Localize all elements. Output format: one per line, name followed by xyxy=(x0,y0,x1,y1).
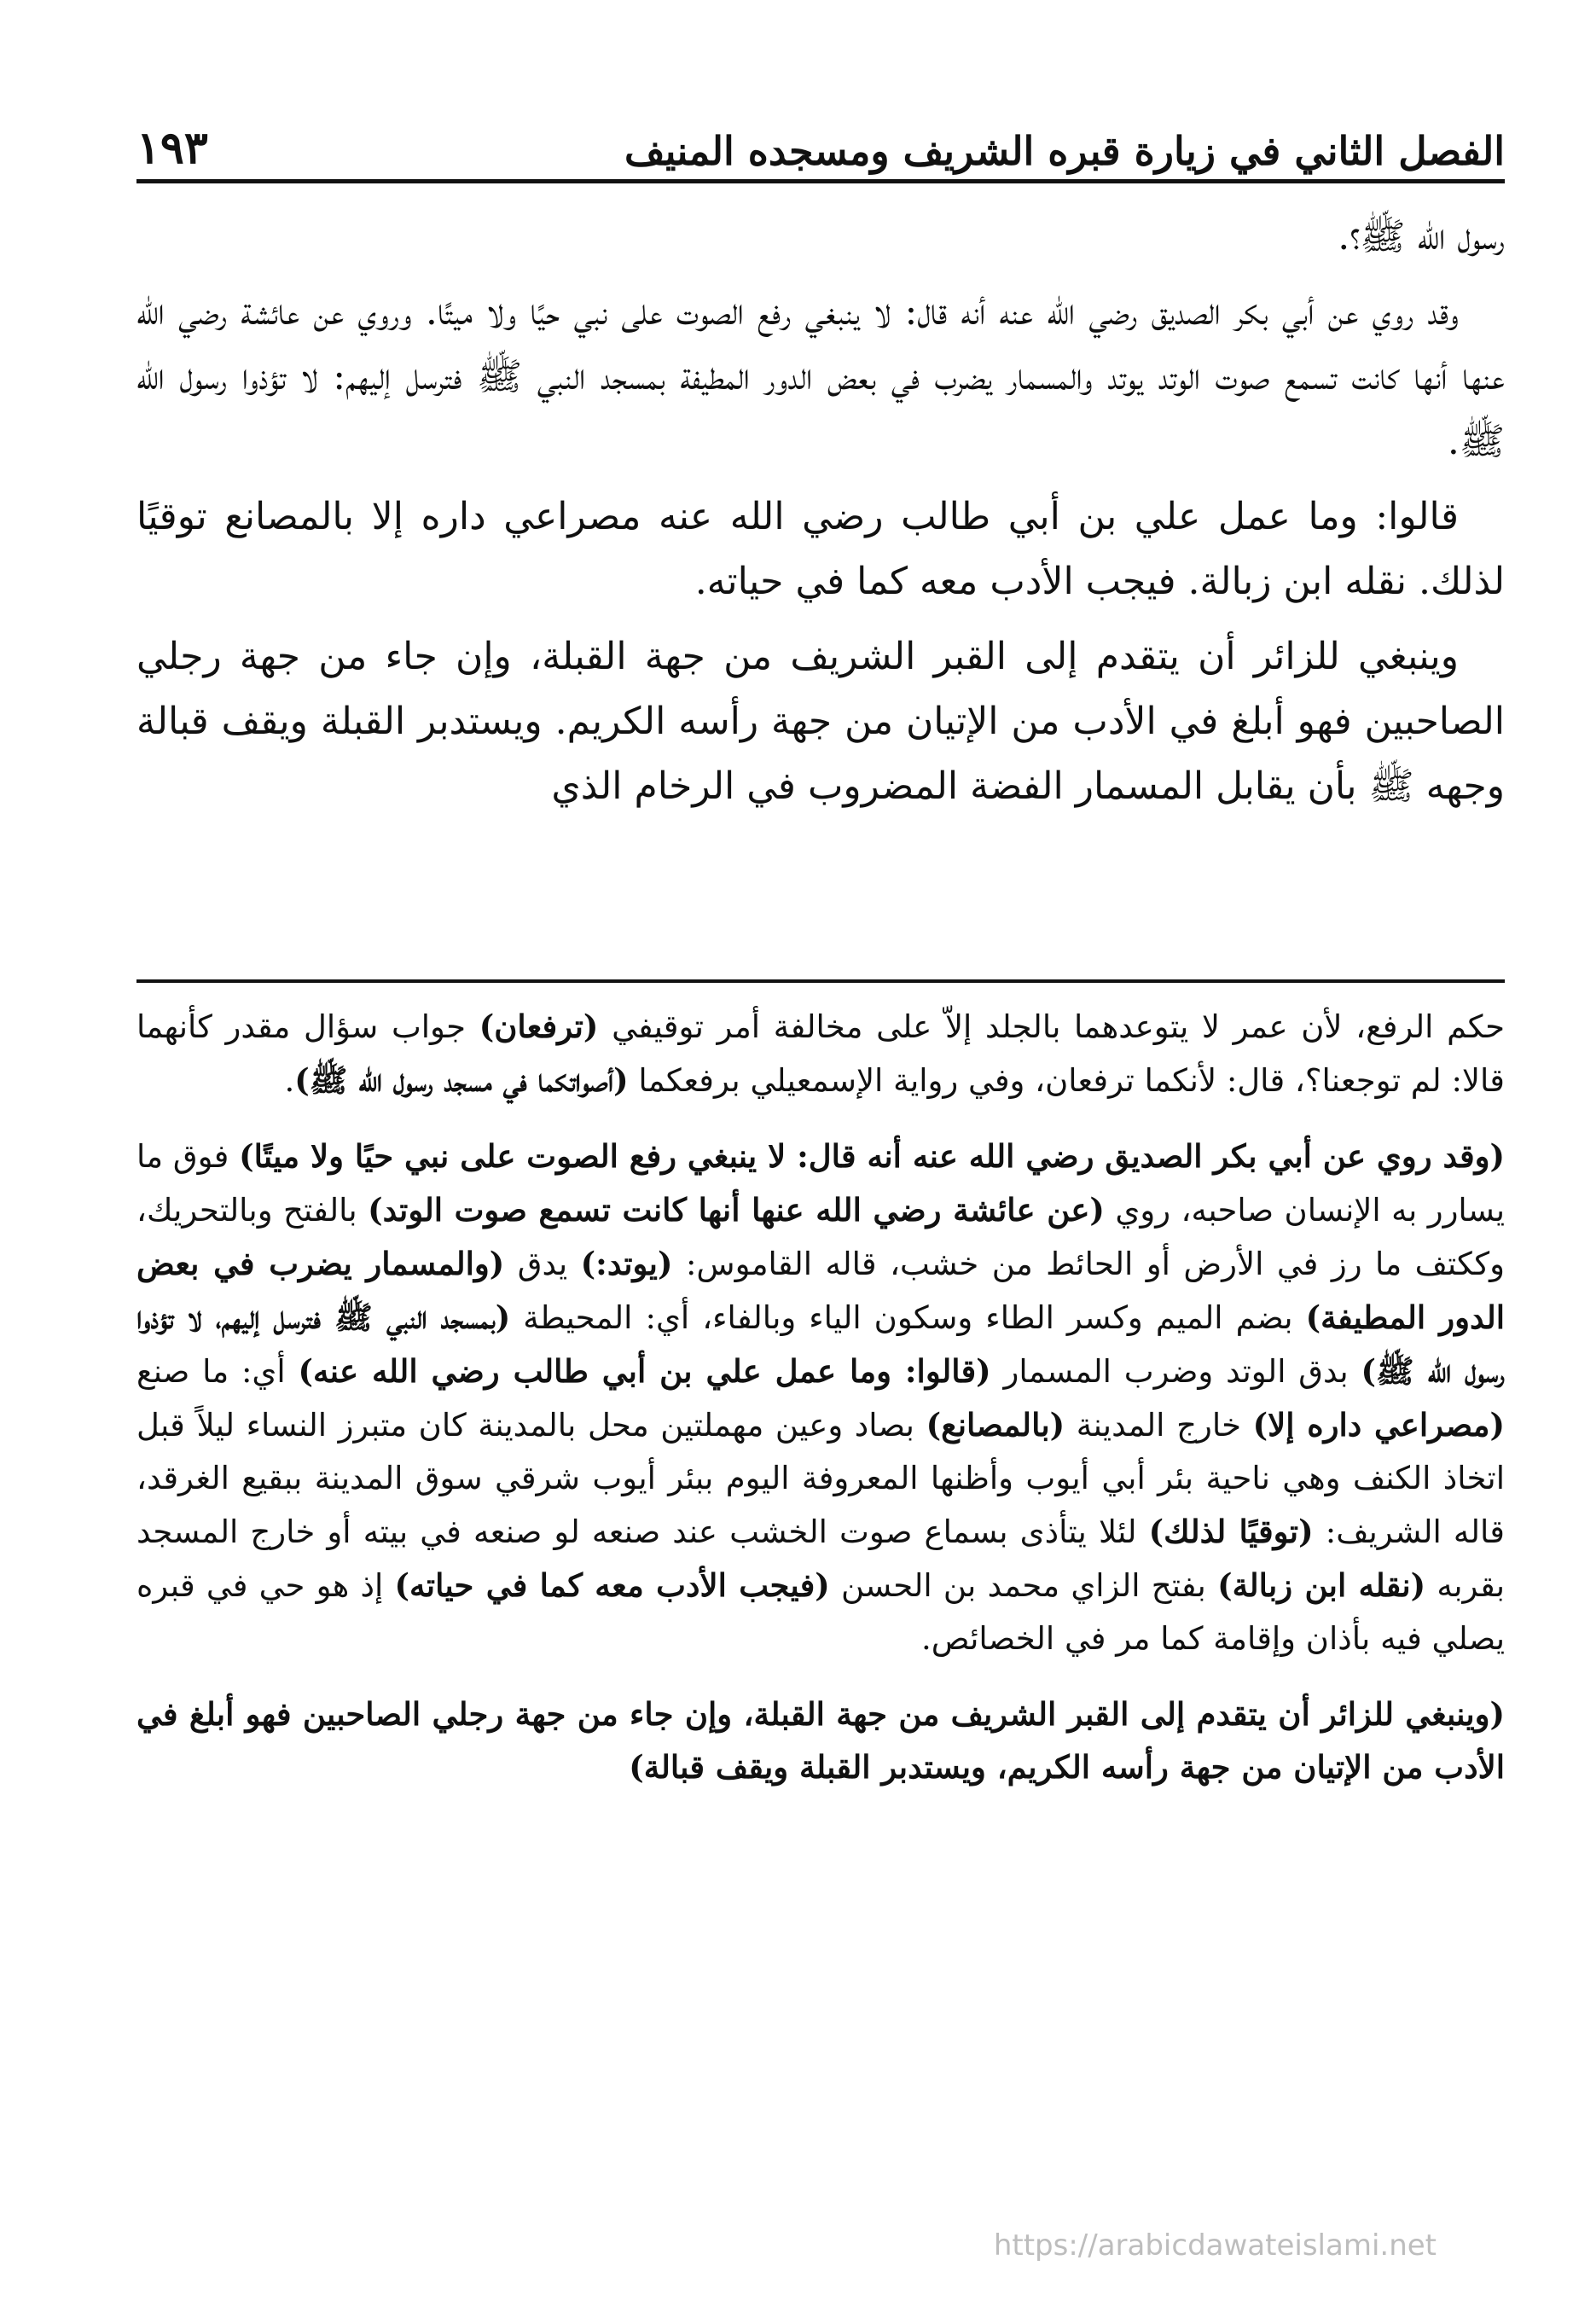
quoted-matn: (بالمصانع) xyxy=(926,1406,1065,1444)
commentary-text: بفتح الزاي محمد بن الحسن xyxy=(829,1567,1218,1604)
commentary-text: إذ هو حي في قبره يصلي فيه بأذان وإقامة كما مر في الخصائص. xyxy=(136,1567,1505,1657)
footnote-separator xyxy=(136,979,1505,983)
commentary-text: فوق ما يسارر به الإنسان صاحبه، روي xyxy=(136,1138,1506,1229)
main-text xyxy=(136,205,1505,829)
commentary-section xyxy=(136,1000,1505,1816)
main-paragraph: وينبغي للزائر أن يتقدم إلى القبر الشريف من جهة القبلة، وإن جاء من جهة رجلي الصاحبين فهو أبلغ في الأدب من الإتيان من جهة رأسه الكريم. ويستدبر القبلة ويقف قبالة وجهه ﷺ بأن يقابل المسمار الفضة المضروب في الرخام الذي xyxy=(136,635,1505,808)
page-number: ١٩٣ xyxy=(136,122,208,174)
commentary-text: خارج المدينة xyxy=(1065,1407,1253,1444)
commentary-paragraph xyxy=(136,1000,1505,1107)
commentary-text: بصاد وعين مهملتين محل بالمدينة كان متبرز النساء ليلاً قبل اتخاذ الكنف وهي ناحية بئر أبي أيوب وأظنها المعروفة اليوم ببئر أيوب شرقي سوق المدينة ببقيع الغرقد، قاله الشريف: xyxy=(136,1407,1505,1550)
quoted-matn: (يوتد:) xyxy=(580,1245,673,1282)
quoted-matn: (وقد روي عن أبي بكر الصديق رضي الله عنه أنه قال: لا ينبغي رفع الصوت على نبي حيًا ولا ميتًا) xyxy=(239,1137,1505,1175)
commentary-text: حكم الرفع، لأن عمر لا يتوعدهما بالجلد إلاّ على مخالفة أمر توقيفي xyxy=(598,1008,1505,1045)
commentary-text: لئلا يتأذى بسماع صوت الخشب عند صنعه لو صنعه في بيته أو خارج المسجد بقربه xyxy=(136,1514,1505,1604)
quoted-matn: (عن عائشة رضي الله عنها أنها كانت تسمع صوت الوتد) xyxy=(368,1191,1105,1229)
main-paragraph: وقد روي عن أبي بكر الصديق رضي الله عنه أنه قال: لا ينبغي رفع الصوت على نبي حيًا ولا ميتًا. وروي عن عائشة رضي الله عنها أنها كانت تسمع صوت الوتد يوتد والمسمار يضرب في بعض الدور المطيفة بمسجد النبي ﷺ فترسل إليهم: لا تؤذوا رسول الله ﷺ. xyxy=(136,290,1505,463)
quoted-matn: (بمسجد النبي ﷺ فترسل إليهم، لا تؤذوا رسول الله ﷺ) xyxy=(136,1299,1505,1390)
quoted-matn: (والمسمار يضرب في بعض الدور المطيفة) xyxy=(136,1245,1505,1336)
watermark-url: https://arabicdawateislami.net xyxy=(993,2228,1437,2263)
header-rule xyxy=(136,179,1505,183)
commentary-paragraph xyxy=(136,1130,1505,1665)
page-header xyxy=(136,94,1505,174)
main-paragraph: رسول الله ﷺ؟. xyxy=(1338,215,1505,259)
commentary-text: يدق xyxy=(504,1246,581,1282)
quoted-matn: (ترفعان) xyxy=(479,1008,599,1045)
running-title: الفصل الثاني في زيارة قبره الشريف ومسجده المنيف xyxy=(624,128,1505,174)
quoted-matn: (نقله ابن زبالة) xyxy=(1217,1566,1426,1604)
commentary-text: . xyxy=(284,1062,295,1099)
commentary-paragraph: (وينبغي للزائر أن يتقدم إلى القبر الشريف من جهة القبلة، وإن جاء من جهة رجلي الصاحبين فهو أبلغ في الأدب من الإتيان من جهة رأسه الكريم، ويستدبر القبلة ويقف قبالة) xyxy=(136,1695,1505,1786)
commentary-text: بضم الميم وكسر الطاء وسكون الياء وبالفاء، أي: المحيطة xyxy=(510,1299,1306,1336)
commentary-text: بدق الوتد وضرب المسمار xyxy=(990,1353,1361,1390)
quoted-matn: (فيجب الأدب معه كما في حياته) xyxy=(394,1566,830,1604)
commentary-text: أي: ما صنع xyxy=(136,1353,299,1390)
commentary-text: بالفتح وبالتحريك، وككتف ما رز في الأرض أو الحائط من خشب، قاله القاموس: xyxy=(136,1192,1505,1282)
quoted-matn: (مصراعي داره إلا) xyxy=(1252,1406,1505,1444)
main-paragraph: قالوا: وما عمل علي بن أبي طالب رضي الله عنه مصراعي داره إلا بالمصانع توقيًا لذلك. نقله ابن زبالة. فيجب الأدب معه كما في حياته. xyxy=(136,495,1505,603)
quoted-matn: (توقيًا لذلك) xyxy=(1148,1513,1314,1550)
quoted-matn: (قالوا: وما عمل علي بن أبي طالب رضي الله عنه) xyxy=(298,1352,991,1390)
quoted-matn: (أصواتكما في مسجد رسول الله ﷺ) xyxy=(294,1061,629,1099)
commentary-text: جواب سؤال مقدر كأنهما قالا: لم توجعنا؟، قال: لأنكما ترفعان، وفي رواية الإسمعيلي برفعكما xyxy=(136,1008,1505,1099)
